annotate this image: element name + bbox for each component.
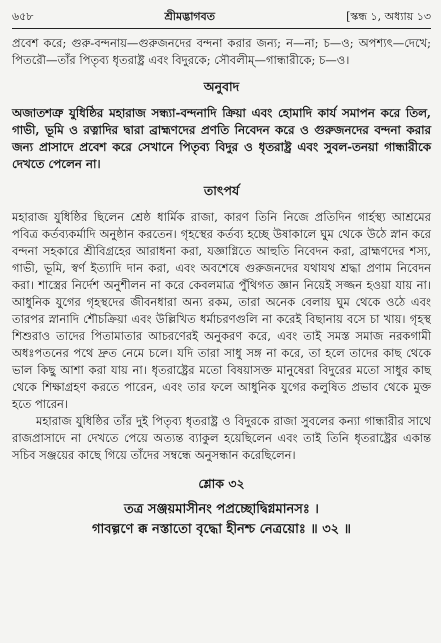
- synonyms-text: প্রবেশ করে; গুরু-বন্দনায়—গুরুজনদের বন্দনা করার জন্য; ন—না; চ—ও; অপশ্যৎ—দেখে; পিতরৌ—তাঁর পিতৃব্য ধৃতরাষ্ট্র এবং বিদুরকে; সৌবলীম্—গান্ধারীকে; চ—ও।: [12, 36, 431, 67]
- book-title: শ্রীমদ্ভাগবত: [164, 10, 215, 23]
- purport-paragraph-2: মহারাজ যুধিষ্ঠির তাঁর দুই পিতৃব্য ধৃতরাষ্ট্র ও বিদুরকে রাজা সুবলের কন্যা গান্ধারীর সাথে রাজপ্রাসাদে না দেখতে পেয়ে অত্যন্ত ব্যাকুল হয়েছিলেন এবং তাই তিনি ধৃতরাষ্ট্রের একান্ত সচিব সঞ্জয়ের কাছে গিয়ে তাঁদের সম্বন্ধে অনুসন্ধান করেছিলেন।: [12, 414, 431, 462]
- verse-line-2: গাবল্গণে ক্ক নস্তাতো বৃদ্ধো হীনশ্চ নেত্রয়োঃ ॥ ৩২ ॥: [91, 522, 352, 537]
- verse-heading: শ্লোক ৩২: [198, 476, 245, 491]
- translation-heading: অনুবাদ: [203, 79, 240, 94]
- translation-text: অজাতশত্রু যুধিষ্ঠির মহারাজ সন্ধ্যা-বন্দনাদি ক্রিয়া এবং হোমাদি কার্য সমাপন করে তিল, গাভী, ভূমি ও রত্নাদির দ্বারা ব্রাহ্মণদের প্রণতি নিবেদন করে ও গুরুজনদের বন্দনা করার জন্য প্রাসাদে প্রবেশ করে সেখানে পিতৃব্য বিদুর ও ধৃতরাষ্ট্র এবং সুবল-তনয়া গান্ধারীকে দেখতে পেলেন না।: [12, 106, 431, 171]
- page-number: ৬৫৮: [12, 10, 34, 23]
- page-header: [12, 8, 431, 24]
- header-divider: [12, 28, 431, 29]
- purport-heading: তাৎপর্য: [203, 183, 240, 198]
- chapter-reference: [স্কন্ধ ১, অধ্যায় ১৩: [346, 10, 431, 23]
- verse-line-1: তত্র সঞ্জয়মাসীনং পপ্রচ্ছোদ্বিগ্নমানসঃ ।: [124, 502, 319, 517]
- purport-paragraph-1: মহারাজ যুধিষ্ঠির ছিলেন শ্রেষ্ঠ ধার্মিক রাজা, কারণ তিনি নিজে প্রতিদিন গার্হস্থ্য আশ্রমের পবিত্র কর্তব্যকর্মাদি অনুষ্ঠান করতেন। গৃহস্থের কর্তব্য হচ্ছে উষাকালে ঘুম থেকে উঠে স্নান করে বন্দনা সহকারে শ্রীবিগ্রহের আরাধনা করা, যজ্ঞাগ্নিতে আহুতি নিবেদন করা, ব্রাহ্মণদের শস্য, গাভী, ভূমি, স্বর্ণ ইত্যাদি দান করা, এবং অবশেষে গুরুজনদের যথাযথ শ্রদ্ধা প্রণাম নিবেদন করা। শাস্ত্রের নির্দেশ অনুশীলন না করে কেবলমাত্র পুঁথিগত জ্ঞান নিয়েই সজ্জন হওয়া যায় না। আধুনিক যুগের গৃহস্থদের জীবনধারা অন্য রকম, তারা অনেক বেলায় ঘুম থেকে ওঠে এবং তারপর স্নানাদি শৌচক্রিয়া এবং উল্লিখিত ধর্মাচরণগুলি না করেই বিছানায় বসে চা খায়। গৃহস্থ শিশুরাও তাদের পিতামাতার আচরণেরই অনুকরণ করে, এবং তাই সমস্ত সমাজ নরকগামী অধঃপতনের পথে দ্রুত নেমে চলে। যদি তারা সাধু সঙ্গ না করে, তা হলে তাদের কাছ থেকে ভাল কিছু আশা করা যায় না। ধৃতরাষ্ট্রের মতো বিষয়াসক্ত মানুষেরা বিদুরের মতো সাধুর কাছ থেকে শিক্ষাগ্রহণ করতে পারেন, এবং তার ফলে আধুনিক যুগের কলুষিত প্রভাব থেকে মুক্ত হতে পারেন।: [12, 210, 431, 411]
